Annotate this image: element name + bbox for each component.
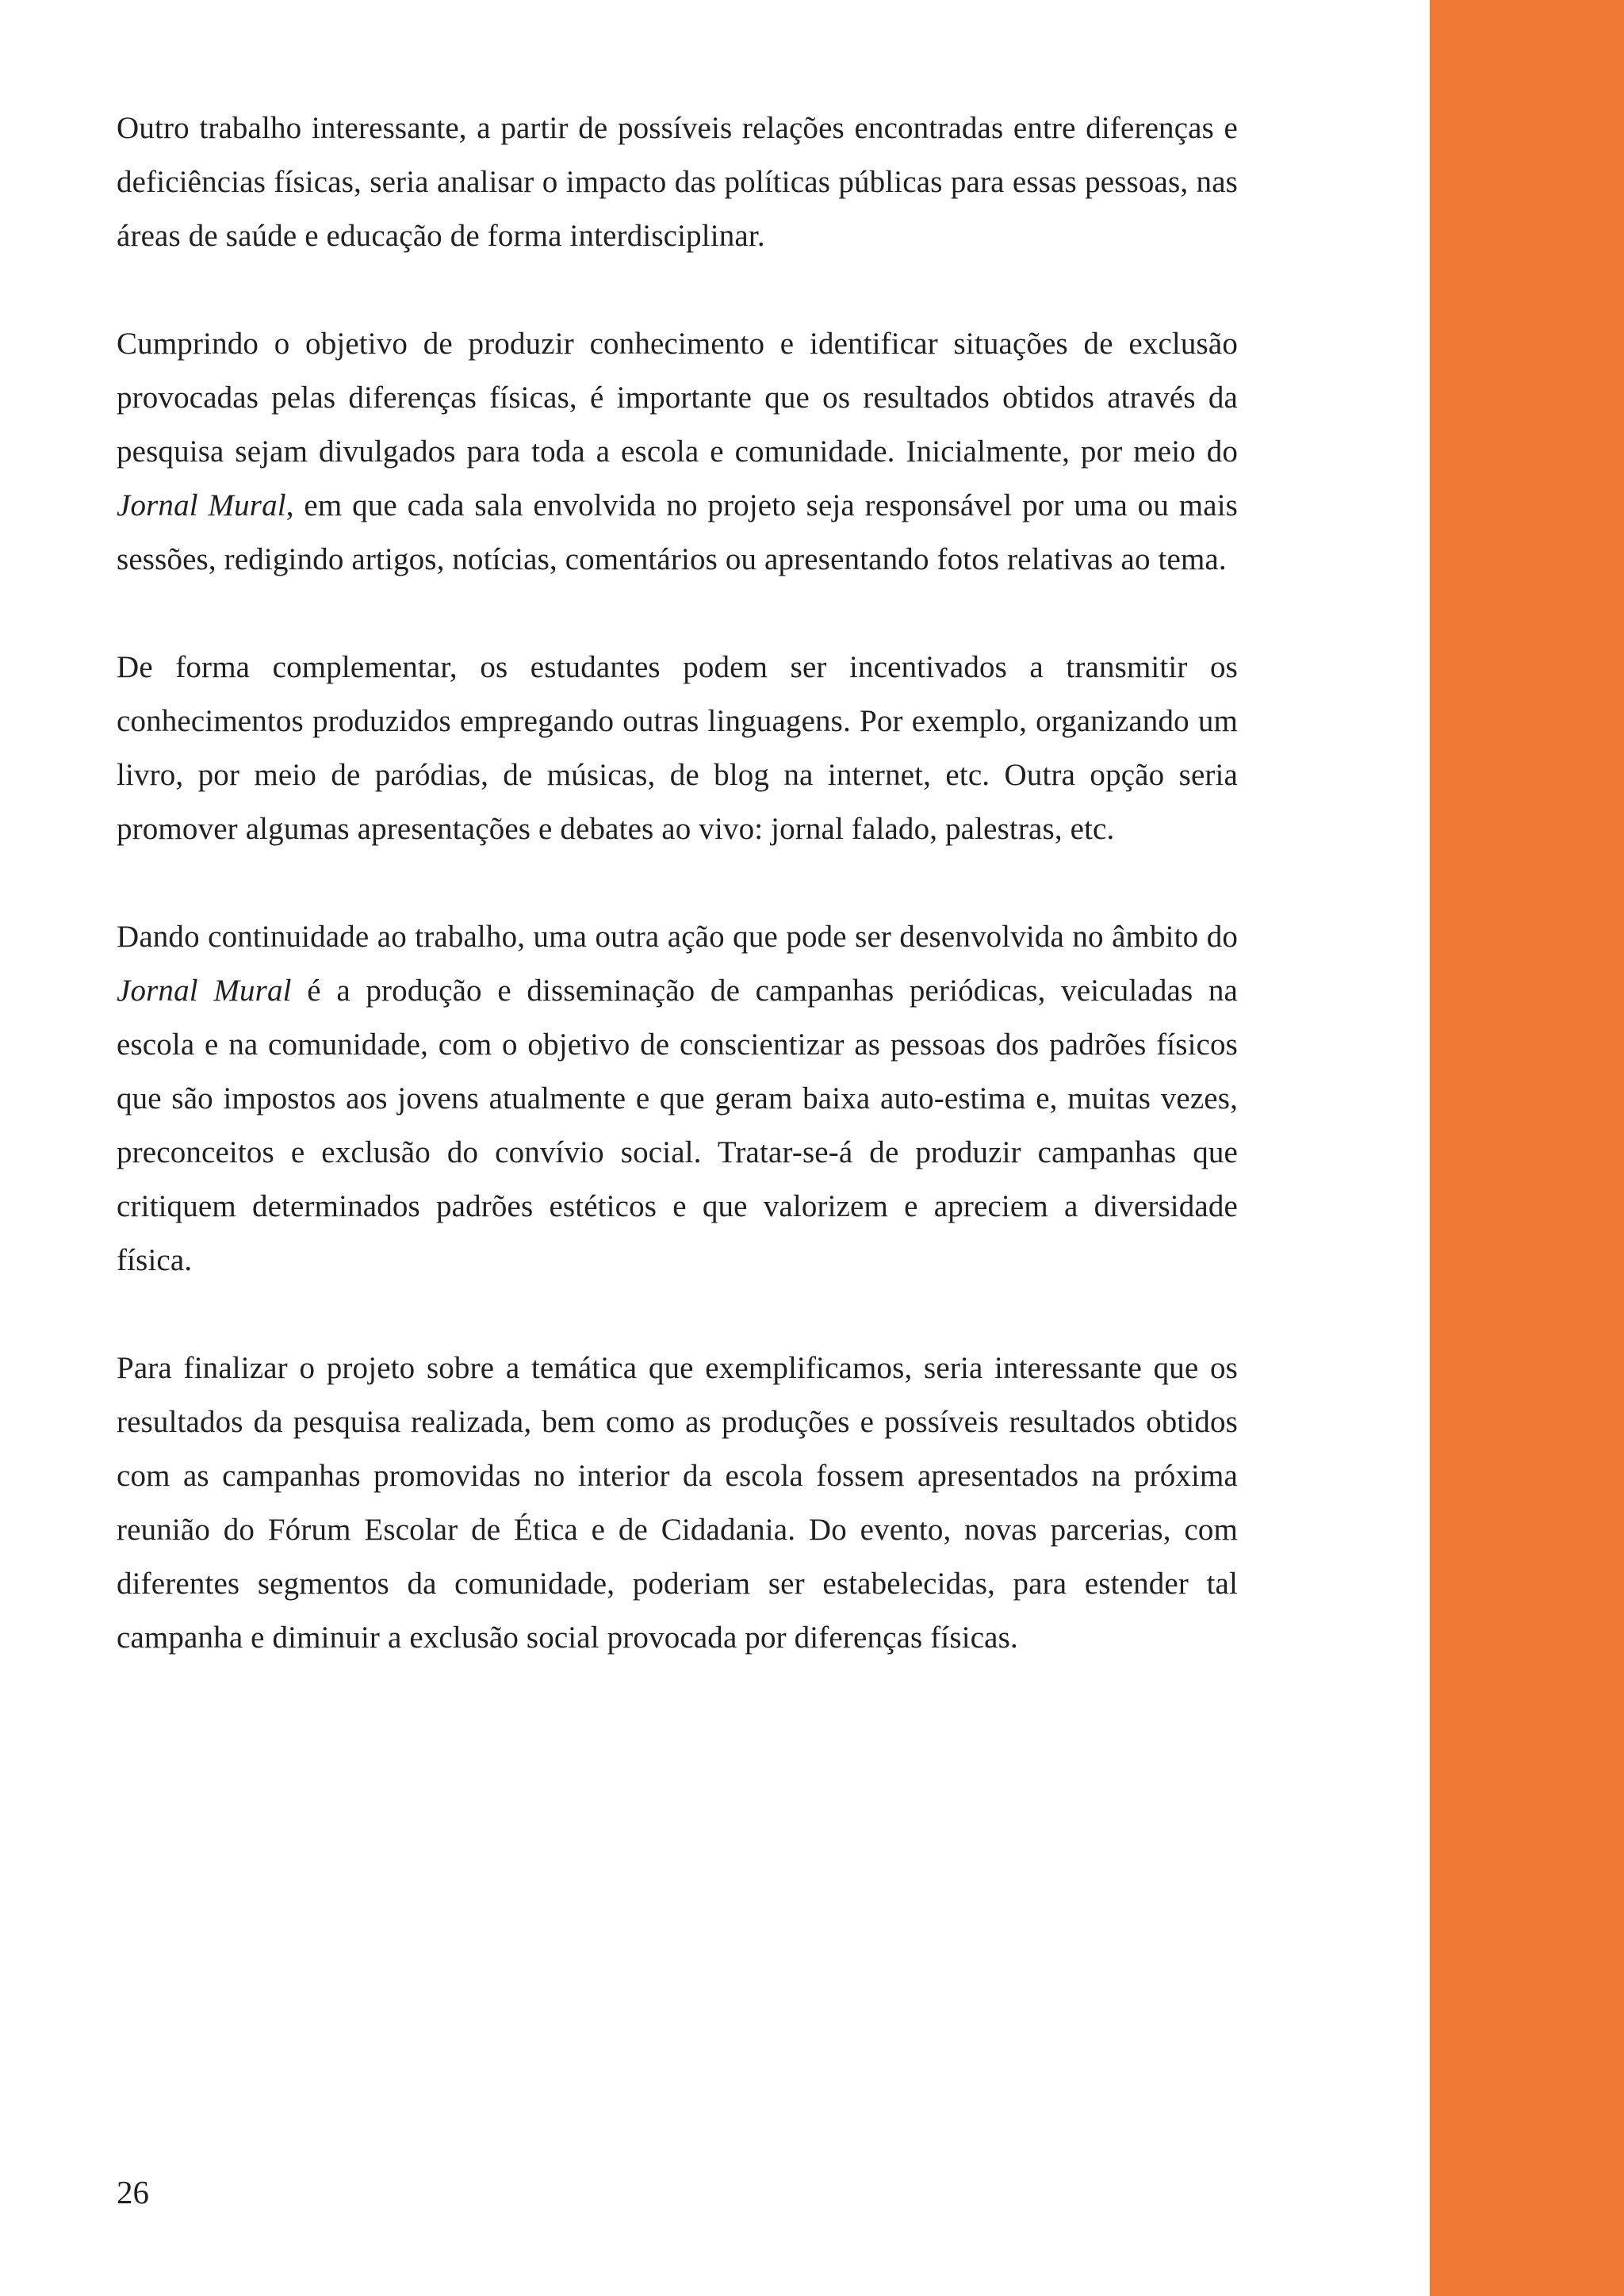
paragraph-public-policies: Outro trabalho interessante, a partir de possíveis relações encontradas entre diferenças e deficiências físicas, seria analisar o impacto das políticas públicas para essas pessoas, nas áreas de saúde e educação de forma interdisciplinar. <box>117 111 1238 253</box>
orange-side-band <box>1430 0 1624 2296</box>
paragraph-text-end: , em que cada sala envolvida no projeto seja responsável por uma ou mais sessões, redigindo artigos, notícias, comentários ou apresentando fotos relativas ao tema. <box>117 488 1239 576</box>
paragraph-text-start: Dando continuidade ao trabalho, uma outra ação que pode ser desenvolvida no âmbito do <box>117 920 1238 954</box>
jornal-mural-title: Jornal Mural <box>117 974 292 1008</box>
paragraph-campaigns <box>117 910 1238 1288</box>
paragraph-conclusion: Para finalizar o projeto sobre a temática que exemplificamos, seria interessante que os resultados da pesquisa realizada, bem como as produções e possíveis resultados obtidos com as campanhas promovidas no interior da escola fossem apresentados na próxima reunião do Fórum Escolar de Ética e de Cidadania. Do evento, novas parcerias, com diferentes segmentos da comunidade, poderiam ser estabelecidas, para estender tal campanha e diminuir a exclusão social provocada por diferenças físicas. <box>117 1351 1238 1655</box>
jornal-mural-title: Jornal Mural <box>117 488 286 522</box>
paragraph-other-languages: De forma complementar, os estudantes podem ser incentivados a transmitir os conhecimentos produzidos empregando outras linguagens. Por exemplo, organizando um livro, por meio de paródias, de músicas, de blog na internet, etc. Outra opção seria promover algumas apresentações e debates ao vivo: jornal falado, palestras, etc. <box>117 650 1238 846</box>
paragraph-knowledge-dissemination <box>117 317 1238 587</box>
body-text <box>117 101 1238 1719</box>
paragraph-text-start: Cumprindo o objetivo de produzir conhecimento e identificar situações de exclusão provocadas pelas diferenças físicas, é importante que os resultados obtidos através da pesquisa sejam divulgados para toda a escola e comunidade. Inicialmente, por meio do <box>117 327 1238 469</box>
paragraph-text-end: é a produção e disseminação de campanhas periódicas, veiculadas na escola e na comunidade, com o objetivo de conscientizar as pessoas dos padrões físicos que são impostos aos jovens atualmente e que geram baixa auto-estima e, muitas vezes, preconceitos e exclusão do convívio social. Tratar-se-á de produzir campanhas que critiquem determinados padrões estéticos e que valorizem e apreciem a diversidade física. <box>117 974 1239 1277</box>
page-number: 26 <box>117 2174 149 2210</box>
